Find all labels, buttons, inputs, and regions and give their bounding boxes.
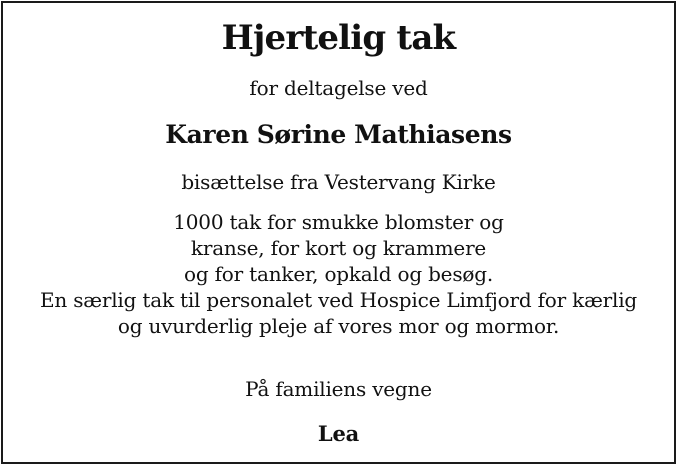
- notice-subtitle: for deltagelse ved: [249, 76, 428, 100]
- message-body: [3, 209, 674, 339]
- sign-off: På familiens vegne: [245, 377, 432, 401]
- message-line: og for tanker, opkald og besøg.: [184, 262, 493, 286]
- thank-you-notice: [1, 1, 676, 464]
- message-line: En særlig tak til personalet ved Hospice Limfjord for kærlig: [39, 288, 638, 312]
- signer-name: Lea: [317, 421, 360, 446]
- message-line: og uvurderlig pleje af vores mor og mormor.: [117, 314, 560, 338]
- message-line: kranse, for kort og krammere: [190, 236, 487, 260]
- message-line: 1000 tak for smukke blomster og: [173, 210, 504, 234]
- deceased-name: Karen Sørine Mathiasens: [165, 120, 512, 149]
- ceremony-line: bisættelse fra Vestervang Kirke: [181, 170, 496, 194]
- notice-title: Hjertelig tak: [221, 18, 456, 58]
